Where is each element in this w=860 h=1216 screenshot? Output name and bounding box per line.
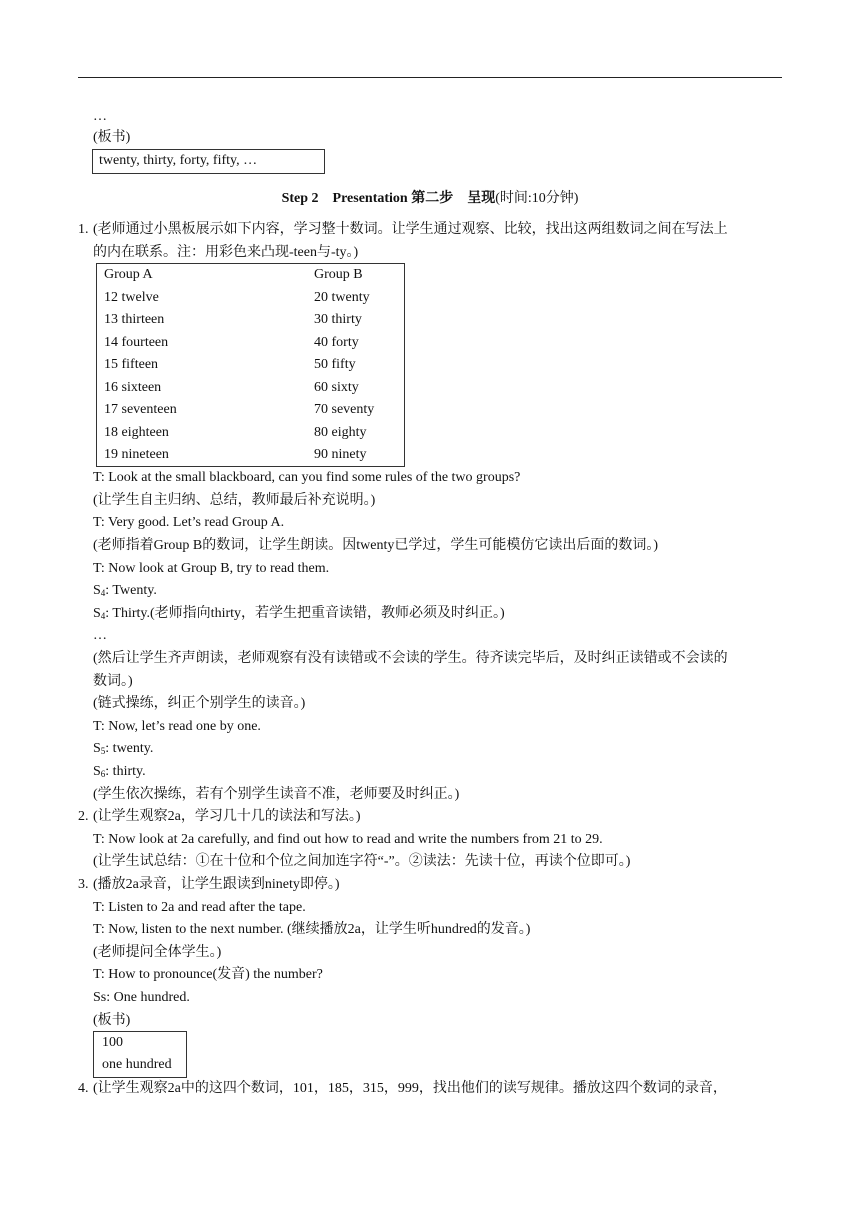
dialogue-line: T: Listen to 2a and read after the tape. xyxy=(93,900,306,915)
teacher-note: (老师提问全体学生。) xyxy=(93,945,222,960)
table-row-b: 60 sixty xyxy=(314,380,359,395)
table-row-b: 50 fifty xyxy=(314,357,356,372)
item2-number: 2. xyxy=(78,809,89,824)
step-title xyxy=(0,187,860,207)
item1-intro-line1: (老师通过小黑板展示如下内容，学习整十数词。让学生通过观察、比较，找出这两组数词之间在写法上 xyxy=(93,222,728,237)
table-row-b: 90 ninety xyxy=(314,447,367,462)
item4-number: 4. xyxy=(78,1081,89,1096)
table-row-a: 12 twelve xyxy=(104,290,159,305)
table-row-a: 17 seventeen xyxy=(104,402,177,417)
dialogue-line: Ss: One hundred. xyxy=(93,990,190,1005)
teacher-note: (学生依次操练，若有个别学生读音不准，老师要及时纠正。) xyxy=(93,787,460,802)
dialogue-line: T: How to pronounce(发音) the number? xyxy=(93,967,323,982)
step-title-main: Step 2 Presentation 第二步 呈现 xyxy=(281,191,496,206)
table-row-b: 30 thirty xyxy=(314,312,362,327)
table-row-a: 18 eighteen xyxy=(104,425,169,440)
teacher-note: 数词。) xyxy=(93,674,133,689)
student-line: $S_4$: Twenty. xyxy=(93,583,157,598)
table-row-b: 70 seventy xyxy=(314,402,375,417)
item2-intro: (让学生观察2a，学习几十几的读法和写法。) xyxy=(93,809,361,824)
board-label: (板书) xyxy=(93,130,131,145)
student-line: $S_6$: thirty. xyxy=(93,764,146,779)
dialogue-line: T: Now, let’s read one by one. xyxy=(93,719,261,734)
board-label: (板书) xyxy=(93,1013,131,1028)
teacher-note: (让学生试总结：①在十位和个位之间加连字符“-”。②读法：先读十位，再读个位即可。) xyxy=(93,854,631,869)
ellipsis: … xyxy=(93,628,107,643)
table-row-a: 16 sixteen xyxy=(104,380,162,395)
table-row-a: 14 fourteen xyxy=(104,335,169,350)
table-row-b: 20 twenty xyxy=(314,290,370,305)
ellipsis: … xyxy=(93,109,107,124)
item3-intro: (播放2a录音，让学生跟读到ninety即停。) xyxy=(93,877,340,892)
item4-intro: (让学生观察2a中的这四个数词，101，185，315，999，找出他们的读写规律。播放这四个数词的录音， xyxy=(93,1081,727,1096)
teacher-note: (链式操练，纠正个别学生的读音。) xyxy=(93,696,306,711)
student-line: $S_5$: twenty. xyxy=(93,741,154,756)
dialogue-line: T: Look at the small blackboard, can you find some rules of the two groups? xyxy=(93,470,521,485)
board-text: 100 xyxy=(102,1035,123,1050)
header-rule xyxy=(78,77,782,78)
board-text: one hundred xyxy=(102,1057,172,1072)
dialogue-line: T: Now look at Group B, try to read them. xyxy=(93,561,330,576)
table-row-a: 13 thirteen xyxy=(104,312,165,327)
teacher-note: (让学生自主归纳、总结，教师最后补充说明。) xyxy=(93,493,376,508)
table-header-a: Group A xyxy=(104,267,153,282)
student-line: $S_4$: Thirty.(老师指向thirty，若学生把重音读错，教师必须及时纠正。) xyxy=(93,606,505,621)
step-title-time: (时间:10分钟) xyxy=(495,191,579,206)
table-row-b: 40 forty xyxy=(314,335,359,350)
table-row-b: 80 eighty xyxy=(314,425,367,440)
dialogue-line: T: Now, listen to the next number. (继续播放2a，让学生听hundred的发音。) xyxy=(93,922,531,937)
item3-number: 3. xyxy=(78,877,89,892)
table-row-a: 19 nineteen xyxy=(104,447,169,462)
item1-number: 1. xyxy=(78,222,89,237)
teacher-note: (老师指着Group B的数词，让学生朗读。因twenty已学过，学生可能模仿它读出后面的数词。) xyxy=(93,538,659,553)
item1-intro-line2: 的内在联系。注：用彩色来凸现-teen与-ty。) xyxy=(93,245,359,260)
dialogue-line: T: Now look at 2a carefully, and find out how to read and write the numbers from 21 to 29. xyxy=(93,832,603,847)
table-header-b: Group B xyxy=(314,267,363,282)
table-row-a: 15 fifteen xyxy=(104,357,159,372)
dialogue-line: T: Very good. Let’s read Group A. xyxy=(93,515,285,530)
board-text: twenty, thirty, forty, fifty, … xyxy=(99,153,258,168)
teacher-note: (然后让学生齐声朗读，老师观察有没有读错或不会读的学生。待齐读完毕后，及时纠正读错或不会读的 xyxy=(93,651,728,666)
